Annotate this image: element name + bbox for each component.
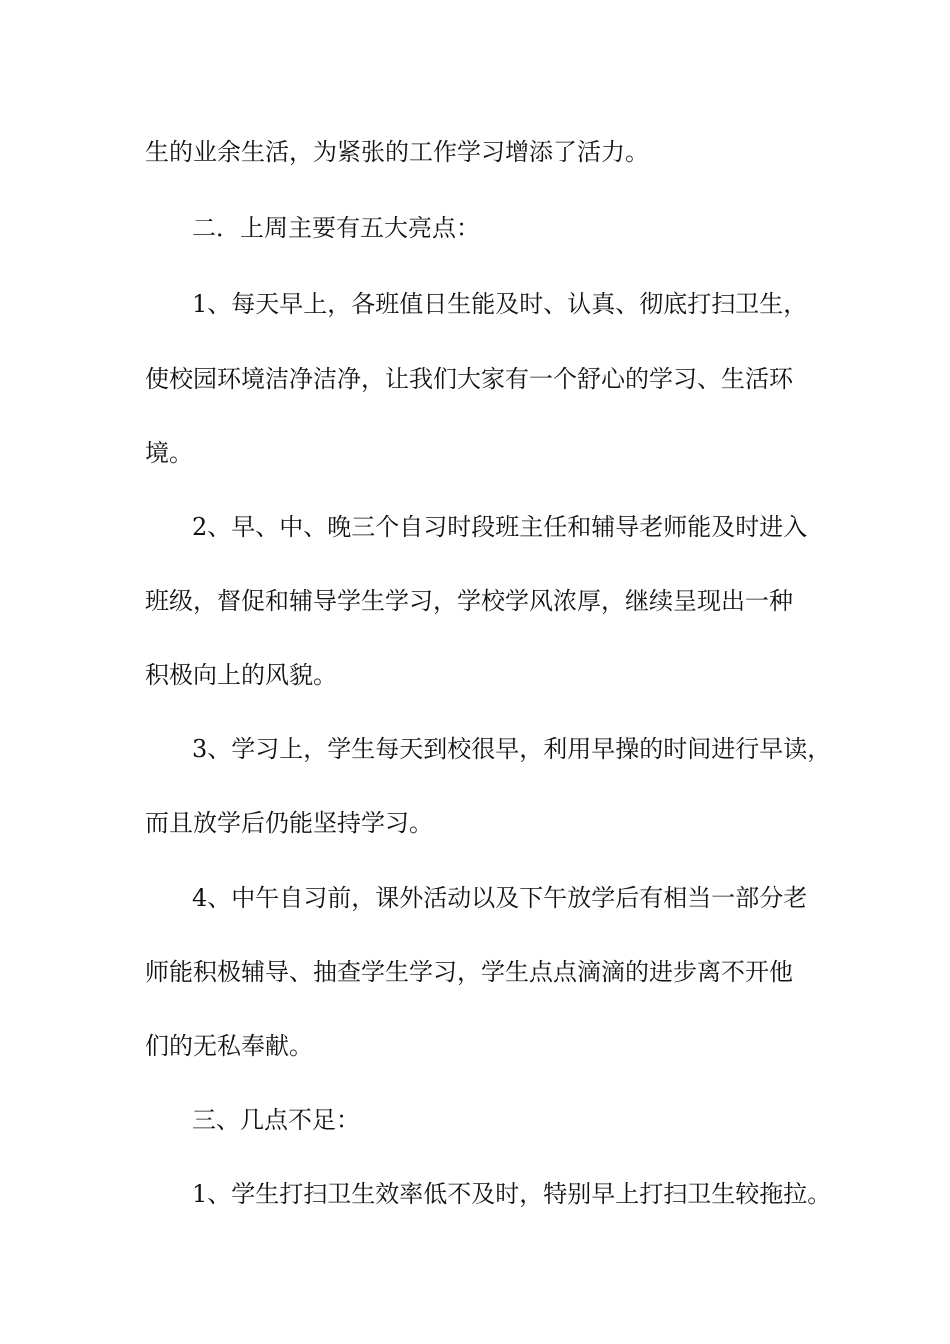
text-line: 1、学生打扫卫生效率低不及时，特别早上打扫卫生较拖拉。 bbox=[192, 1180, 832, 1208]
text-line: 4、中午自习前，课外活动以及下午放学后有相当一部分老 bbox=[192, 884, 808, 912]
text-line: 积极向上的风貌。 bbox=[145, 661, 337, 689]
text-line: 生的业余生活，为紧张的工作学习增添了活力。 bbox=[145, 138, 649, 166]
text-line: 们的无私奉献。 bbox=[145, 1032, 313, 1060]
text-line: 班级，督促和辅导学生学习，学校学风浓厚，继续呈现出一种 bbox=[145, 587, 793, 615]
text-line: 师能积极辅导、抽查学生学习，学生点点滴滴的进步离不开他 bbox=[145, 958, 793, 986]
section-heading: 三、几点不足： bbox=[192, 1106, 360, 1134]
text-line: 而且放学后仍能坚持学习。 bbox=[145, 809, 433, 837]
section-heading: 二．上周主要有五大亮点： bbox=[192, 214, 480, 242]
text-line: 使校园环境洁净洁净，让我们大家有一个舒心的学习、生活环 bbox=[145, 365, 793, 393]
text-line: 2、早、中、晚三个自习时段班主任和辅导老师能及时进入 bbox=[192, 513, 808, 541]
text-line: 1、每天早上，各班值日生能及时、认真、彻底打扫卫生， bbox=[192, 290, 808, 318]
text-line: 3、学习上，学生每天到校很早，利用早操的时间进行早读， bbox=[192, 735, 832, 763]
text-line: 境。 bbox=[145, 439, 193, 467]
